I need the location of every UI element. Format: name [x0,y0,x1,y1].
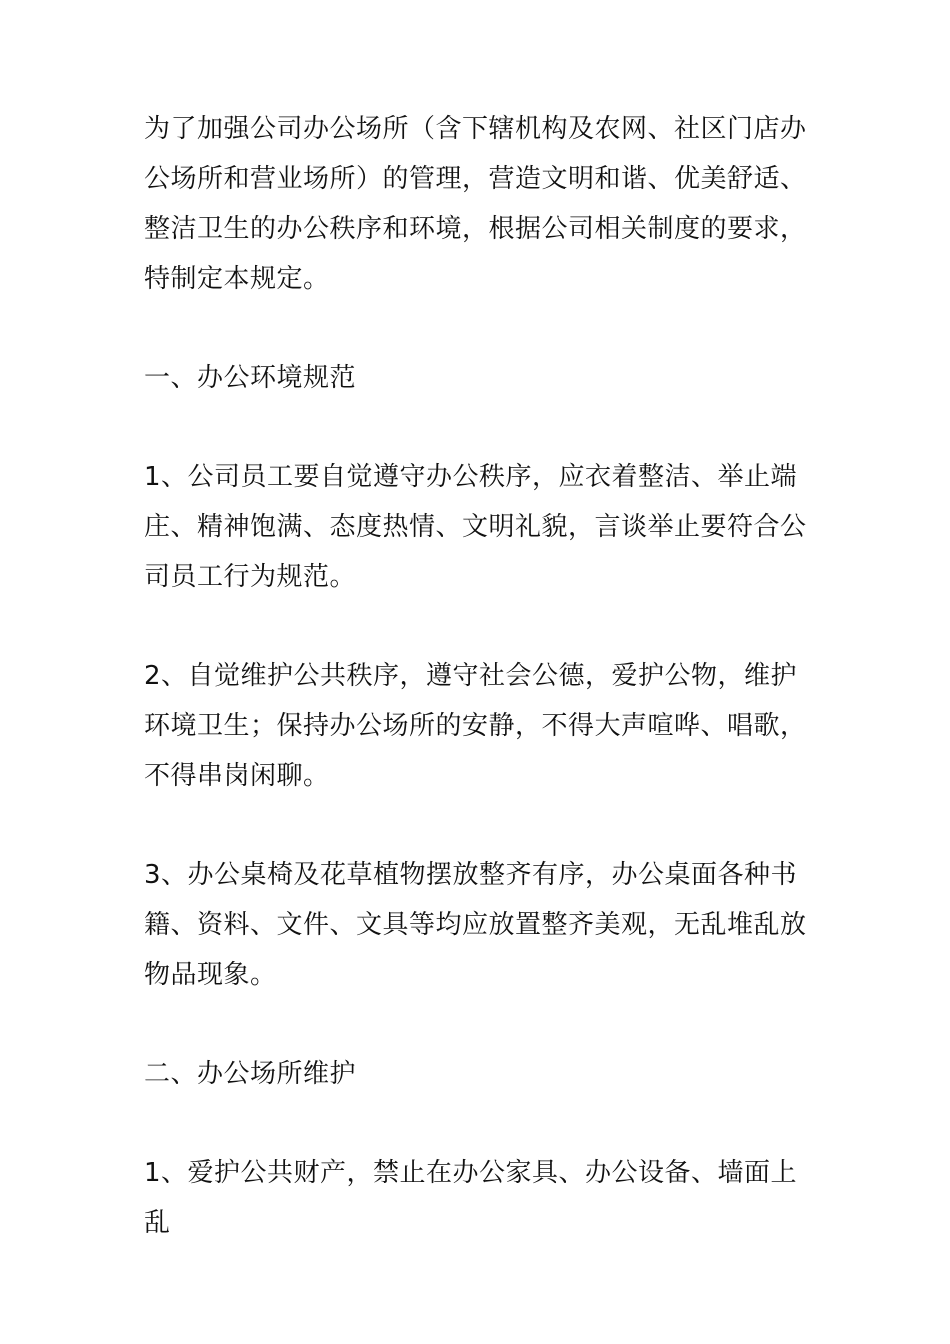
document-body [144,104,814,1248]
section-1-item-1: 1、公司员工要自觉遵守办公秩序，应衣着整洁、举止端庄、精神饱满、态度热情、文明礼貌，言谈举止要符合公司员工行为规范。 [144,462,807,592]
spacer [144,304,814,353]
section-1-item-2: 2、自觉维护公共秩序，遵守社会公德，爱护公物，维护环境卫生；保持办公场所的安静，不得大声喧哗、唱歌，不得串岗闲聊。 [144,661,807,791]
section-2-heading: 二、办公场所维护 [144,1059,357,1089]
spacer [144,1000,814,1049]
spacer [144,602,814,651]
intro-paragraph: 为了加强公司办公场所（含下辖机构及农网、社区门店办公场所和营业场所）的管理，营造文明和谐、优美舒适、整洁卫生的办公秩序和环境，根据公司相关制度的要求，特制定本规定。 [144,114,807,294]
section-2-item-1: 1、爱护公共财产，禁止在办公家具、办公设备、墙面上乱 [144,1158,798,1238]
section-1-item-3: 3、办公桌椅及花草植物摆放整齐有序，办公桌面各种书籍、资料、文件、文具等均应放置整齐美观，无乱堆乱放物品现象。 [144,860,807,990]
spacer [144,1099,814,1148]
spacer [144,801,814,850]
section-1-heading: 一、办公环境规范 [144,363,357,393]
spacer [144,403,814,452]
